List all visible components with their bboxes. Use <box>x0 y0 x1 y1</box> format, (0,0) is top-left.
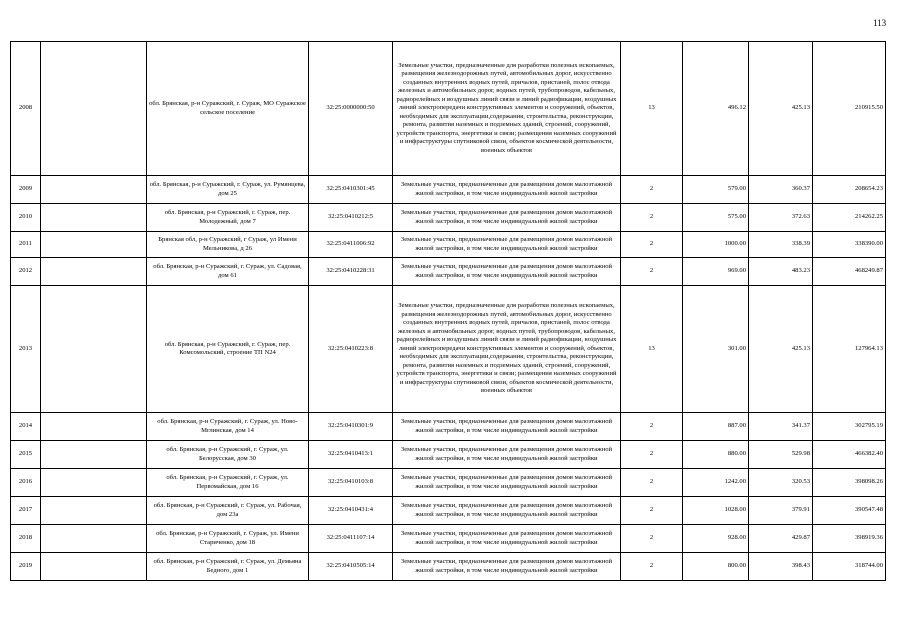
table-row <box>11 553 886 581</box>
cadastral-value-cell: 398098.26 <box>813 469 886 497</box>
area-cell: 880.00 <box>683 441 749 469</box>
group-code-cell: 2 <box>621 441 683 469</box>
cadastral-number-cell: 32:25:0410505:14 <box>309 553 393 581</box>
table-row <box>11 258 886 286</box>
cadastral-value-cell: 302795.19 <box>813 413 886 441</box>
cadastral-value-cell: 466382.40 <box>813 441 886 469</box>
cadastral-number-cell: 32:25:0410413:1 <box>309 441 393 469</box>
table-row <box>11 232 886 258</box>
address-cell: обл. Брянская, р-н Суражский, г. Сураж, ул. Белорусская, дом 30 <box>147 441 309 469</box>
area-cell: 1242.00 <box>683 469 749 497</box>
area-cell: 575.00 <box>683 204 749 232</box>
cadastral-number-cell: 32:25:0410431:4 <box>309 497 393 525</box>
cadastral-number-cell: 32:25:0410301:9 <box>309 413 393 441</box>
land-purpose-cell: Земельные участки, предназначенные для размещения домов малоэтажной жилой застройки, в том числе индивидуальной жилой застройки <box>393 258 621 286</box>
row-number: 2017 <box>11 497 41 525</box>
empty-cell <box>41 42 147 176</box>
cadastral-number-cell: 32:25:0410212:5 <box>309 204 393 232</box>
specific-value-cell: 425.13 <box>749 42 813 176</box>
land-purpose-cell: Земельные участки, предназначенные для размещения домов малоэтажной жилой застройки, в том числе индивидуальной жилой застройки <box>393 469 621 497</box>
land-registry-table <box>10 41 886 581</box>
group-code-cell: 2 <box>621 204 683 232</box>
group-code-cell: 2 <box>621 258 683 286</box>
table-row <box>11 441 886 469</box>
empty-cell <box>41 553 147 581</box>
specific-value-cell: 360.37 <box>749 176 813 204</box>
group-code-cell: 2 <box>621 497 683 525</box>
land-purpose-cell: Земельные участки, предназначенные для размещения домов малоэтажной жилой застройки, в том числе индивидуальной жилой застройки <box>393 204 621 232</box>
cadastral-value-cell: 398919.36 <box>813 525 886 553</box>
cadastral-value-cell: 390547.48 <box>813 497 886 525</box>
cadastral-number-cell: 32:25:0411107:14 <box>309 525 393 553</box>
group-code-cell: 2 <box>621 525 683 553</box>
specific-value-cell: 398.43 <box>749 553 813 581</box>
empty-cell <box>41 232 147 258</box>
row-number: 2008 <box>11 42 41 176</box>
address-cell: обл. Брянская, р-н Суражский, г. Сураж, ул. Первомайская, дом 16 <box>147 469 309 497</box>
group-code-cell: 2 <box>621 553 683 581</box>
address-cell: обл. Брянская, р-н Суражский, г. Сураж, пер. Комсомольский, строение ТП N24 <box>147 286 309 413</box>
area-cell: 579.00 <box>683 176 749 204</box>
table-row <box>11 469 886 497</box>
cadastral-value-cell: 208654.23 <box>813 176 886 204</box>
row-number: 2009 <box>11 176 41 204</box>
table-row <box>11 42 886 176</box>
cadastral-value-cell: 468249.87 <box>813 258 886 286</box>
land-purpose-cell: Земельные участки, предназначенные для размещения домов малоэтажной жилой застройки, в том числе индивидуальной жилой застройки <box>393 497 621 525</box>
cadastral-value-cell: 127964.13 <box>813 286 886 413</box>
cadastral-value-cell: 318744.00 <box>813 553 886 581</box>
address-cell: обл. Брянская, р-н Суражский, г. Сураж, ул. Румянцева, дом 25 <box>147 176 309 204</box>
row-number: 2013 <box>11 286 41 413</box>
area-cell: 301.00 <box>683 286 749 413</box>
cadastral-number-cell: 32:25:0410228:31 <box>309 258 393 286</box>
group-code-cell: 2 <box>621 469 683 497</box>
address-cell: обл. Брянская, р-н Суражский, г. Сураж, ул. Ново-Мглинская, дом 14 <box>147 413 309 441</box>
empty-cell <box>41 525 147 553</box>
specific-value-cell: 320.53 <box>749 469 813 497</box>
row-number: 2011 <box>11 232 41 258</box>
row-number: 2016 <box>11 469 41 497</box>
land-purpose-cell: Земельные участки, предназначенные для размещения домов малоэтажной жилой застройки, в том числе индивидуальной жилой застройки <box>393 232 621 258</box>
specific-value-cell: 372.63 <box>749 204 813 232</box>
specific-value-cell: 338.39 <box>749 232 813 258</box>
row-number: 2010 <box>11 204 41 232</box>
page-number: 113 <box>873 18 887 28</box>
table-row <box>11 176 886 204</box>
group-code-cell: 13 <box>621 42 683 176</box>
cadastral-value-cell: 214262.25 <box>813 204 886 232</box>
land-purpose-cell: Земельные участки, предназначенные для размещения домов малоэтажной жилой застройки, в том числе индивидуальной жилой застройки <box>393 176 621 204</box>
row-number: 2015 <box>11 441 41 469</box>
empty-cell <box>41 286 147 413</box>
table-row <box>11 525 886 553</box>
land-purpose-cell: Земельные участки, предназначенные для размещения домов малоэтажной жилой застройки, в том числе индивидуальной жилой застройки <box>393 413 621 441</box>
area-cell: 969.00 <box>683 258 749 286</box>
cadastral-number-cell: 32:25:0410103:8 <box>309 469 393 497</box>
row-number: 2012 <box>11 258 41 286</box>
empty-cell <box>41 258 147 286</box>
area-cell: 496.12 <box>683 42 749 176</box>
area-cell: 800.00 <box>683 553 749 581</box>
cadastral-number-cell: 32:25:0410223:8 <box>309 286 393 413</box>
table-row <box>11 204 886 232</box>
area-cell: 1028.00 <box>683 497 749 525</box>
area-cell: 887.00 <box>683 413 749 441</box>
group-code-cell: 13 <box>621 286 683 413</box>
cadastral-number-cell: 32:25:0410301:45 <box>309 176 393 204</box>
group-code-cell: 2 <box>621 232 683 258</box>
address-cell: обл. Брянская, р-н Суражский, г. Сураж, МО Суражское сельское поселение <box>147 42 309 176</box>
area-cell: 1000.00 <box>683 232 749 258</box>
empty-cell <box>41 204 147 232</box>
land-purpose-cell: Земельные участки, предназначенные для разработки полезных ископаемых, размещения железнодорожных путей, автомобильных дорог, искусственно созданных внутренних водных путей, причалов, пристаней, полос отвода железных и автомобильных дорог, водных путей, трубопроводов, кабельных, радиорелейных и воздушных линий связи и линий радиофикации, воздушных линий электропередачи конструктивных элементов и сооружений, объектов, необходимых для эксплуатации,содержания, строительства, реконструкции, ремонта, развития наземных и подземных зданий, строений, сооружений, устройств транспорта, энергетики и связи; размещения наземных сооружений и инфраструктуры спутниковой связи, объектов космической деятельности, военных объектов <box>393 42 621 176</box>
specific-value-cell: 425.13 <box>749 286 813 413</box>
address-cell: Брянская обл, р-н Суражский, г Сураж, ул Имени Мельникова, д 26 <box>147 232 309 258</box>
table-row <box>11 286 886 413</box>
land-purpose-cell: Земельные участки, предназначенные для размещения домов малоэтажной жилой застройки, в том числе индивидуальной жилой застройки <box>393 441 621 469</box>
table-row <box>11 413 886 441</box>
specific-value-cell: 379.91 <box>749 497 813 525</box>
table-row <box>11 497 886 525</box>
empty-cell <box>41 441 147 469</box>
address-cell: обл. Брянская, р-н Суражский, г. Сураж, ул. Демьяна Бедного, дом 1 <box>147 553 309 581</box>
specific-value-cell: 429.87 <box>749 525 813 553</box>
specific-value-cell: 341.37 <box>749 413 813 441</box>
row-number: 2014 <box>11 413 41 441</box>
group-code-cell: 2 <box>621 413 683 441</box>
cadastral-value-cell: 338390.00 <box>813 232 886 258</box>
land-purpose-cell: Земельные участки, предназначенные для разработки полезных ископаемых, размещения железнодорожных путей, автомобильных дорог, искусственно созданных внутренних водных путей, причалов, пристаней, полос отвода железных и автомобильных дорог, водных путей, трубопроводов, кабельных, радиорелейных и воздушных линий связи и линий радиофикации, воздушных линий электропередачи конструктивных элементов и сооружений, объектов, необходимых для эксплуатации,содержания, строительства, реконструкции, ремонта, развития наземных и подземных зданий, строений, сооружений, устройств транспорта, энергетики и связи; размещения наземных сооружений и инфраструктуры спутниковой связи, объектов космической деятельности, военных объектов <box>393 286 621 413</box>
row-number: 2019 <box>11 553 41 581</box>
cadastral-number-cell: 32:25:0411006:92 <box>309 232 393 258</box>
address-cell: обл. Брянская, р-н Суражский, г. Сураж, ул. Садовая, дом 61 <box>147 258 309 286</box>
area-cell: 928.00 <box>683 525 749 553</box>
land-purpose-cell: Земельные участки, предназначенные для размещения домов малоэтажной жилой застройки, в том числе индивидуальной жилой застройки <box>393 525 621 553</box>
row-number: 2018 <box>11 525 41 553</box>
empty-cell <box>41 497 147 525</box>
specific-value-cell: 483.23 <box>749 258 813 286</box>
table-body <box>11 42 886 581</box>
land-purpose-cell: Земельные участки, предназначенные для размещения домов малоэтажной жилой застройки, в том числе индивидуальной жилой застройки <box>393 553 621 581</box>
specific-value-cell: 529.98 <box>749 441 813 469</box>
address-cell: обл. Брянская, р-н Суражский, г. Сураж, пер. Молодежный, дом 7 <box>147 204 309 232</box>
empty-cell <box>41 176 147 204</box>
empty-cell <box>41 469 147 497</box>
address-cell: обл. Брянская, р-н Суражский, г. Сураж, ул. Имени Стариченко, дом 18 <box>147 525 309 553</box>
empty-cell <box>41 413 147 441</box>
cadastral-value-cell: 210915.50 <box>813 42 886 176</box>
address-cell: обл. Брянская, р-н Суражский, г. Сураж, ул. Рабочая, дом 23а <box>147 497 309 525</box>
cadastral-number-cell: 32:25:0000000:50 <box>309 42 393 176</box>
group-code-cell: 2 <box>621 176 683 204</box>
